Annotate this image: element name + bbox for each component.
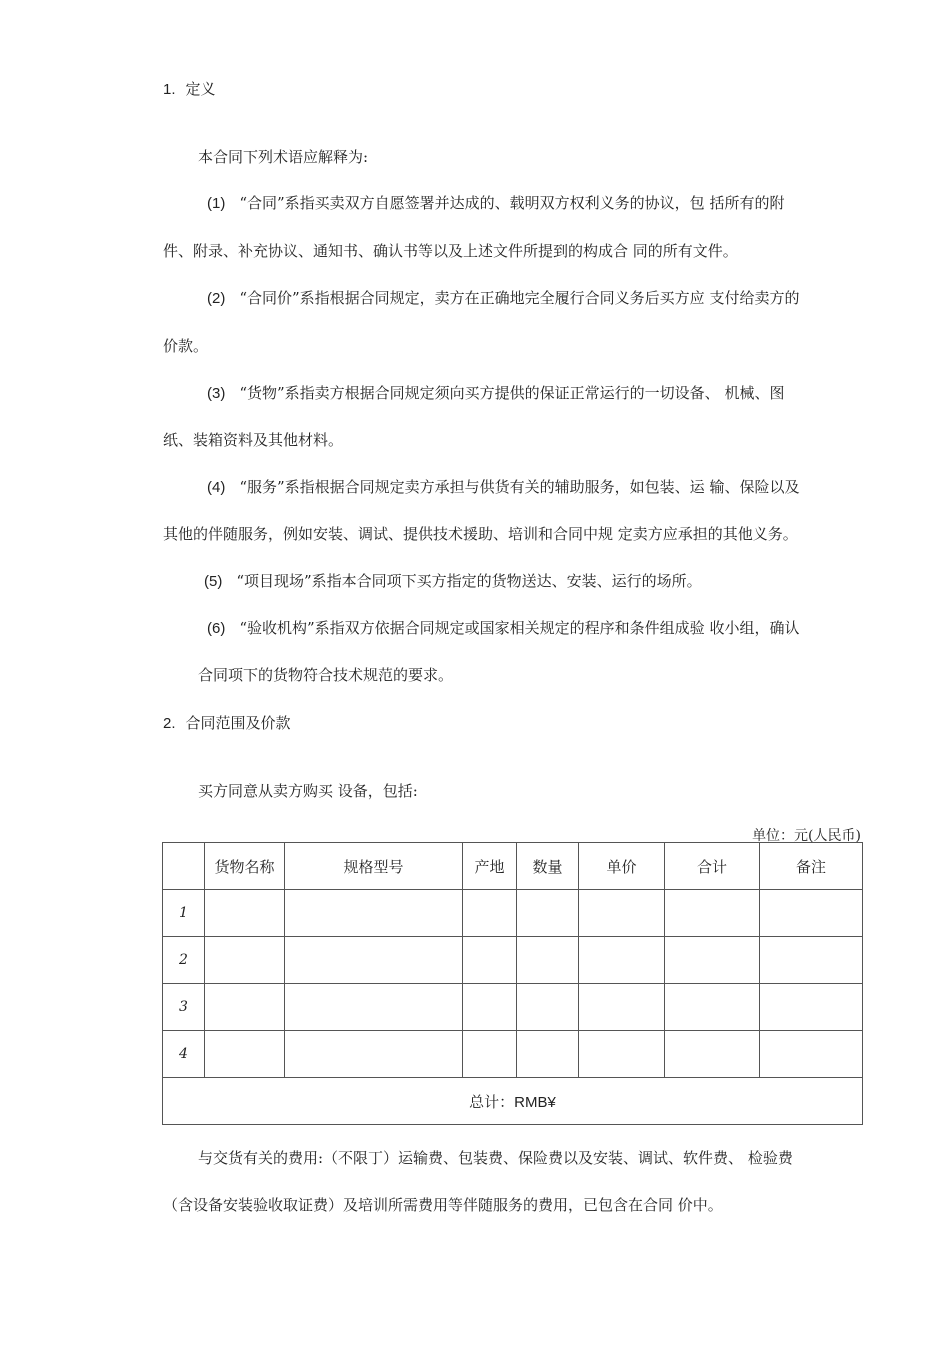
cell-origin: [463, 1031, 517, 1078]
header-unit-price: 单价: [579, 843, 665, 890]
term-1-label: (1): [207, 195, 226, 212]
cell-spec-model: [285, 890, 463, 937]
fees-note-line-2: （含设备安装验收取证费）及培训所需费用等伴随服务的费用，已包含在合同 价中。: [163, 1196, 723, 1214]
cell-subtotal: [665, 984, 760, 1031]
header-index: [163, 843, 205, 890]
term-2-line-2: 价款。: [163, 337, 209, 355]
cell-goods-name: [205, 937, 285, 984]
section-2-title: 合同范围及价款: [185, 715, 291, 732]
term-3-label: (3): [207, 385, 226, 402]
cell-goods-name: [205, 890, 285, 937]
cell-subtotal: [665, 937, 760, 984]
table-row: [163, 937, 863, 984]
term-4-line-1: (4) “服务”系指根据合同规定卖方承担与供货有关的辅助服务，如包装、运 输、保险以及: [207, 478, 800, 496]
term-1-line-1: (1) “合同”系指买卖双方自愿签署并达成的、载明双方权利义务的协议，包 括所有的附: [207, 194, 785, 212]
section-2-heading: [163, 712, 291, 733]
cell-origin: [463, 890, 517, 937]
cell-quantity: [517, 937, 579, 984]
term-3-line-2: 纸、装箱资料及其他材料。: [163, 431, 344, 449]
term-5-line-1: (5) “项目现场”系指本合同项下买方指定的货物送达、安装、运行的场所。: [204, 572, 702, 590]
cell-subtotal: [665, 890, 760, 937]
section-1-intro: 本合同下列术语应解释为:: [198, 148, 369, 166]
header-subtotal: 合计: [665, 843, 760, 890]
table-header-row: [163, 843, 863, 890]
header-goods-name: 货物名称: [205, 843, 285, 890]
section-1-number: 1.: [163, 81, 176, 98]
cell-origin: [463, 937, 517, 984]
section-1-heading: [163, 78, 216, 99]
cell-remarks: [760, 890, 863, 937]
table-row: [163, 890, 863, 937]
term-1-line-2: 件、附录、补充协议、通知书、确认书等以及上述文件所提到的构成合 同的所有文件。: [163, 242, 738, 260]
header-remarks: 备注: [760, 843, 863, 890]
term-4-label: (4): [207, 479, 226, 496]
table-row: [163, 984, 863, 1031]
goods-table: [162, 842, 863, 1125]
header-quantity: 数量: [517, 843, 579, 890]
row-index: 2: [163, 937, 205, 984]
currency-unit-note: 单位：元(人民币): [752, 828, 861, 844]
cell-remarks: [760, 937, 863, 984]
term-4-line-2: 其他的伴随服务，例如安装、调试、提供技术援助、培训和合同中规 定卖方应承担的其他义务。: [163, 525, 798, 543]
cell-quantity: [517, 984, 579, 1031]
term-5-label: (5): [204, 573, 223, 590]
header-origin: 产地: [463, 843, 517, 890]
cell-origin: [463, 984, 517, 1031]
row-index: 4: [163, 1031, 205, 1078]
table-row: [163, 1031, 863, 1078]
term-2-label: (2): [207, 290, 226, 307]
cell-remarks: [760, 1031, 863, 1078]
section-1-title: 定义: [185, 81, 216, 98]
header-spec-model: 规格型号: [285, 843, 463, 890]
cell-goods-name: [205, 984, 285, 1031]
cell-remarks: [760, 984, 863, 1031]
term-6-line-1: (6) “验收机构”系指双方依据合同规定或国家相关规定的程序和条件组成验 收小组，确认: [207, 619, 800, 637]
cell-unit-price: [579, 1031, 665, 1078]
term-6-line-2: 合同项下的货物符合技术规范的要求。: [198, 666, 454, 684]
term-2-line-1: (2) “合同价”系指根据合同规定，卖方在正确地完全履行合同义务后买方应 支付给卖方的: [207, 289, 800, 307]
row-index: 1: [163, 890, 205, 937]
fees-note-line-1: 与交货有关的费用:（不限丁）运输费、包装费、保险费以及安装、调试、软件费、 检验费: [198, 1149, 793, 1167]
section-2-intro: 买方同意从卖方购买 设备，包括:: [198, 782, 418, 800]
cell-quantity: [517, 890, 579, 937]
section-2-number: 2.: [163, 715, 176, 732]
cell-spec-model: [285, 984, 463, 1031]
cell-quantity: [517, 1031, 579, 1078]
grand-total: 总计：RMB¥: [163, 1078, 863, 1125]
term-3-line-1: (3) “货物”系指卖方根据合同规定须向买方提供的保证正常运行的一切设备、 机械、图: [207, 384, 785, 402]
table-total-row: [163, 1078, 863, 1125]
cell-goods-name: [205, 1031, 285, 1078]
cell-unit-price: [579, 937, 665, 984]
row-index: 3: [163, 984, 205, 1031]
cell-unit-price: [579, 890, 665, 937]
cell-spec-model: [285, 1031, 463, 1078]
cell-subtotal: [665, 1031, 760, 1078]
term-6-label: (6): [207, 620, 226, 637]
cell-unit-price: [579, 984, 665, 1031]
cell-spec-model: [285, 937, 463, 984]
